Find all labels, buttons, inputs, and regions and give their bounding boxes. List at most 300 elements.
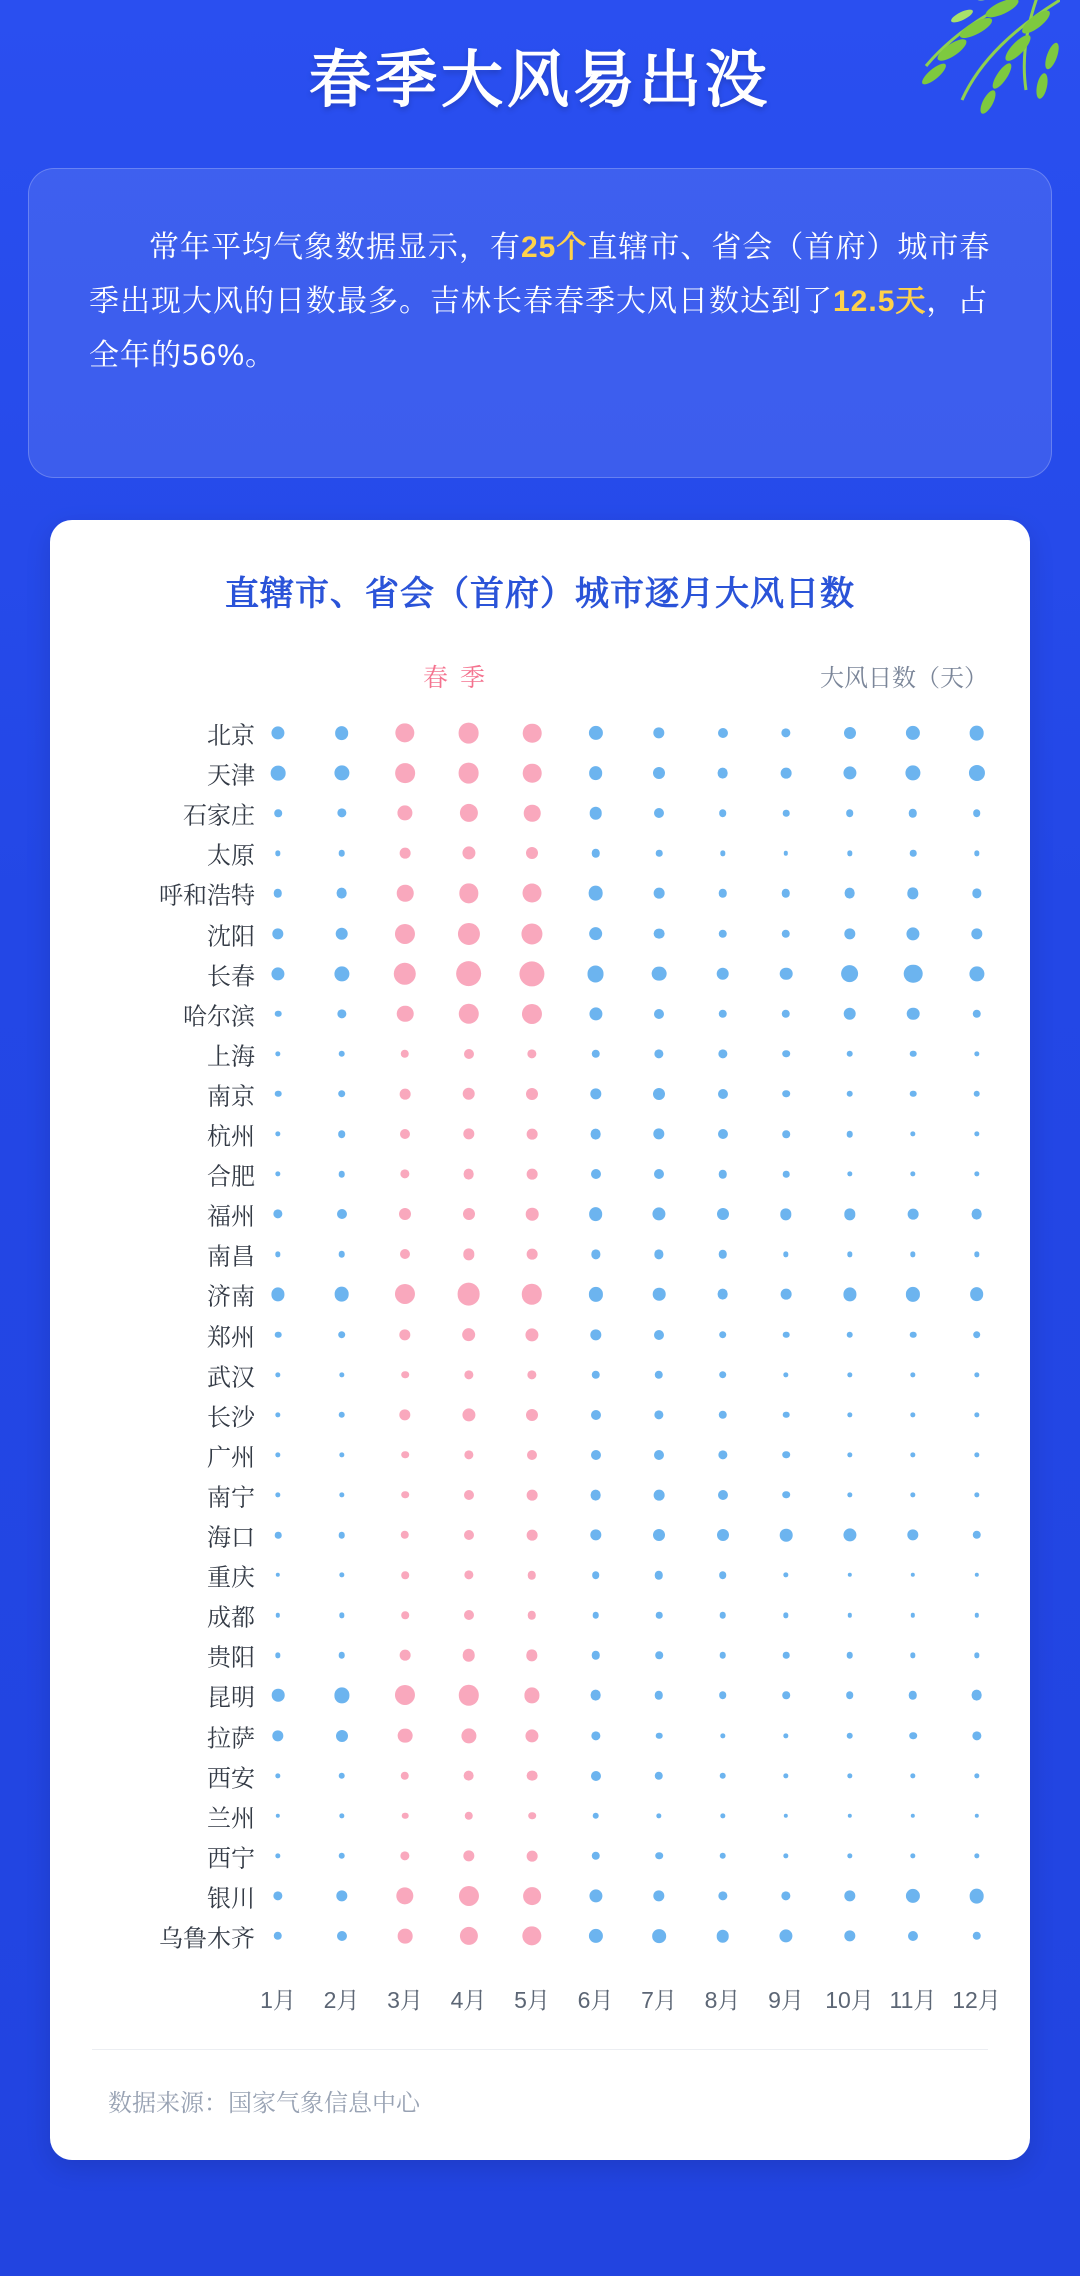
bubble-marker [527, 1530, 538, 1541]
bubble-marker [843, 1528, 856, 1541]
bubble-marker [911, 1613, 915, 1617]
row-label: 济南 [207, 1283, 255, 1311]
bubble-marker [783, 1171, 790, 1178]
bubble-marker [846, 809, 854, 817]
bubble-marker [781, 768, 792, 779]
bubble-marker [590, 1129, 601, 1140]
bubble-marker [338, 1331, 346, 1339]
bubble-marker [783, 1331, 790, 1338]
bubble-marker [527, 1770, 538, 1781]
bubble-marker [655, 1652, 663, 1660]
bubble-marker [718, 1250, 726, 1258]
bubble-marker [527, 1850, 538, 1861]
bubble-marker [590, 1771, 600, 1781]
bubble-marker [655, 1852, 663, 1860]
column-label: 10月 [825, 1987, 874, 2014]
bubble-marker [782, 1491, 790, 1499]
bubble-marker [457, 922, 479, 944]
bubble-marker [973, 809, 981, 817]
bubble-marker [339, 1492, 344, 1497]
bubble-marker [783, 1252, 788, 1257]
bubble-marker [528, 1611, 536, 1619]
bubble-marker [910, 1372, 915, 1377]
bubble-marker [718, 1410, 726, 1418]
bubble-marker [464, 1450, 473, 1459]
bubble-marker [847, 1613, 851, 1617]
bubble-marker [653, 1529, 665, 1541]
row-label: 石家庄 [183, 802, 255, 830]
bubble-marker [398, 1929, 413, 1944]
row-label: 乌鲁木齐 [159, 1925, 255, 1953]
chart-title: 直辖市、省会（首府）城市逐月大风日数 [225, 575, 855, 613]
bubble-marker [339, 1572, 344, 1577]
bubble-marker [909, 1691, 917, 1699]
bubble-marker [720, 1813, 725, 1818]
row-label: 贵阳 [207, 1644, 255, 1672]
bubble-marker [456, 961, 482, 987]
bubble-marker [527, 1450, 537, 1460]
bubble-marker [521, 923, 542, 944]
bubble-marker [526, 1650, 537, 1661]
bubble-marker [592, 1812, 599, 1819]
bubble-marker [844, 888, 855, 899]
bubble-marker [336, 1890, 347, 1901]
bubble-marker [463, 1128, 474, 1139]
bubble-marker [847, 1853, 852, 1858]
bubble-marker [783, 1733, 788, 1738]
intro-text [89, 221, 1001, 383]
bubble-marker [522, 1926, 541, 1945]
bubble-marker [653, 1128, 664, 1139]
row-label: 兰州 [207, 1805, 255, 1833]
bubble-marker [782, 1050, 790, 1058]
row-label: 武汉 [207, 1364, 255, 1392]
bubble-marker [591, 1250, 600, 1259]
row-label: 昆明 [207, 1684, 255, 1712]
bubble-marker [590, 1690, 601, 1701]
bubble-marker [336, 1931, 346, 1941]
row-label: 上海 [207, 1043, 255, 1071]
bubble-marker [974, 1613, 978, 1617]
bubble-marker [783, 1853, 788, 1858]
bubble-marker [519, 961, 544, 986]
bubble-marker [653, 1890, 664, 1901]
bubble-marker [653, 1288, 666, 1301]
bubble-marker [275, 1452, 280, 1457]
bubble-marker [338, 850, 345, 857]
column-label: 4月 [450, 1987, 487, 2014]
bubble-marker [400, 1129, 410, 1139]
bubble-marker [590, 1410, 600, 1420]
bubble-marker [970, 1288, 984, 1302]
bubble-marker [527, 1049, 536, 1058]
bubble-marker [974, 1773, 979, 1778]
bubble-marker [719, 1772, 726, 1779]
bubble-marker [779, 1929, 792, 1942]
bubble-marker [654, 1329, 664, 1339]
bubble-marker [336, 888, 347, 899]
bubble-marker [717, 1089, 727, 1099]
bubble-marker [400, 1851, 409, 1860]
bubble-marker [527, 1129, 538, 1140]
bubble-marker [592, 1612, 599, 1619]
bubble-marker [275, 1372, 280, 1377]
bubble-marker [783, 1411, 790, 1418]
bubble-marker [720, 1733, 725, 1738]
bubble-marker [276, 1573, 280, 1577]
bubble-marker [972, 889, 981, 898]
row-label: 长春 [207, 963, 255, 991]
bubble-marker [462, 1408, 475, 1421]
bubble-marker [338, 1171, 345, 1178]
bubble-marker [523, 1887, 541, 1905]
bubble-marker [524, 1688, 539, 1703]
bubble-marker [654, 1049, 663, 1058]
bubble-marker [273, 1891, 282, 1900]
bubble-marker [844, 928, 855, 939]
bubble-marker [272, 1730, 283, 1741]
bubble-marker [339, 1372, 344, 1377]
bubble-marker [339, 1452, 344, 1457]
bubble-marker [401, 1451, 409, 1459]
bubble-marker [588, 726, 602, 740]
bubble-marker [401, 1050, 409, 1058]
bubble-marker [275, 1532, 282, 1539]
bubble-marker [526, 847, 538, 859]
row-label: 太原 [207, 842, 255, 870]
bubble-marker [396, 1887, 413, 1904]
chart-card [50, 520, 1030, 2160]
bubble-marker [910, 850, 917, 857]
divider [92, 2049, 988, 2050]
bubble-marker [401, 1491, 409, 1499]
bubble-marker [782, 1451, 790, 1459]
bubble-marker [974, 1252, 979, 1257]
bubble-marker [974, 1452, 979, 1457]
bubble-marker [525, 1729, 538, 1742]
bubble-marker [910, 1331, 917, 1338]
bubble-marker [719, 809, 727, 817]
bubble-marker [589, 1007, 602, 1020]
bubble-marker [528, 1812, 536, 1820]
bubble-marker [338, 1051, 345, 1058]
bubble-marker [719, 1371, 727, 1379]
bubble-marker [971, 1690, 982, 1701]
bubble-marker [524, 805, 541, 822]
bubble-marker [783, 1372, 788, 1377]
bubble-marker [718, 1891, 727, 1900]
bubble-marker [338, 1853, 345, 1860]
bubble-marker [275, 1171, 280, 1176]
bubble-marker [591, 1050, 599, 1058]
bubble-marker [907, 1007, 920, 1020]
bubble-marker [463, 1770, 474, 1781]
row-label: 沈阳 [207, 923, 255, 950]
bubble-marker [844, 1890, 855, 1901]
bubble-marker [271, 766, 286, 781]
bubble-marker [654, 888, 665, 899]
bubble-marker [397, 806, 412, 821]
bubble-marker [781, 1289, 792, 1300]
bubble-marker [589, 1889, 602, 1902]
bubble-marker [974, 1653, 979, 1658]
bubble-marker [522, 1284, 542, 1304]
bubble-marker [910, 1653, 915, 1658]
bubble-marker [782, 1090, 790, 1098]
bubble-marker [337, 1009, 346, 1018]
bubble-marker [846, 1131, 853, 1138]
bubble-marker [462, 847, 475, 860]
row-label: 南京 [207, 1083, 255, 1111]
bubble-marker [974, 1573, 978, 1577]
bubble-marker [588, 1929, 602, 1943]
bubble-marker [274, 1932, 282, 1940]
bubble-marker [844, 1930, 855, 1941]
bubble-marker [656, 850, 663, 857]
bubble-marker [275, 1653, 280, 1658]
bubble-marker [906, 1889, 920, 1903]
bubble-marker [589, 1207, 603, 1221]
bubble-marker [846, 1331, 853, 1338]
bubble-marker [335, 927, 348, 940]
bubble-marker [969, 1889, 984, 1904]
bubble-marker [335, 726, 349, 740]
bubble-marker [719, 1853, 726, 1860]
intro-highlight-count: 25个 [521, 231, 588, 264]
bubble-marker [395, 923, 415, 943]
intro-highlight-days: 12.5天 [833, 285, 927, 318]
bubble-marker [655, 1691, 663, 1699]
bubble-marker [906, 1287, 920, 1301]
bubble-marker [782, 929, 790, 937]
bubble-marker [908, 1209, 919, 1220]
bubble-marker [401, 1611, 409, 1619]
bubble-marker [587, 965, 604, 982]
bubble-marker [334, 766, 349, 781]
bubble-marker [847, 1452, 852, 1457]
bubble-marker [846, 1692, 854, 1700]
row-label: 广州 [207, 1444, 255, 1472]
bubble-marker [271, 726, 284, 739]
bubble-marker [588, 886, 603, 901]
bubble-marker [334, 1287, 349, 1302]
bubble-marker [716, 967, 729, 980]
bubble-marker [652, 1929, 666, 1943]
bubble-marker [523, 764, 542, 783]
row-label: 合肥 [207, 1163, 255, 1191]
bubble-marker [459, 884, 478, 903]
row-label: 杭州 [207, 1123, 255, 1151]
bubble-marker [588, 1287, 602, 1301]
bubble-marker [719, 1692, 727, 1700]
bubble-marker [904, 964, 923, 983]
bubble-marker [910, 1452, 915, 1457]
bubble-marker [718, 1009, 726, 1017]
bubble-marker [653, 727, 664, 738]
bubble-marker [719, 1612, 726, 1619]
bubble-marker [910, 1773, 915, 1778]
bubble-marker [653, 1088, 665, 1100]
bubble-marker [909, 1732, 917, 1740]
bubble-marker [589, 927, 603, 941]
bubble-marker [275, 1051, 280, 1056]
bubble-marker [843, 767, 856, 780]
bubble-marker [399, 1208, 411, 1220]
bubble-marker [591, 1731, 600, 1740]
bubble-marker [654, 1450, 664, 1460]
bubble-marker [590, 1490, 601, 1501]
bubble-marker [974, 1813, 978, 1817]
bubble-marker [972, 1932, 980, 1940]
bubble-marker [656, 1612, 663, 1619]
bubble-marker [906, 726, 920, 740]
bubble-marker [523, 724, 542, 743]
bubble-marker [974, 1171, 979, 1176]
bubble-marker [910, 1412, 915, 1417]
bubble-marker [589, 766, 603, 780]
bubble-marker [271, 1288, 284, 1301]
bubble-marker [463, 1610, 473, 1620]
bubble-marker [338, 1130, 346, 1138]
bubble-marker [717, 1490, 727, 1500]
bubble-marker [458, 723, 479, 744]
bubble-marker [275, 1773, 280, 1778]
bubble-marker [463, 1490, 473, 1500]
bubble-marker [273, 1210, 282, 1219]
bubble-marker [784, 851, 788, 855]
column-label: 8月 [704, 1987, 741, 2014]
bubble-marker [399, 1409, 410, 1420]
bubble-marker [527, 1490, 538, 1501]
column-label: 12月 [952, 1987, 1001, 2014]
bubble-marker [592, 1571, 600, 1579]
bubble-marker [523, 884, 542, 903]
bubble-marker [275, 1252, 280, 1257]
bubble-marker [847, 1492, 852, 1497]
bubble-marker [846, 1051, 853, 1058]
bubble-marker [591, 849, 599, 857]
bubble-matrix-plot [50, 705, 1030, 2035]
bubble-marker [527, 1370, 536, 1379]
bubble-marker [847, 1372, 852, 1377]
bubble-marker [459, 804, 477, 822]
bubble-marker [719, 1571, 727, 1579]
bubble-marker [399, 1329, 410, 1340]
bubble-marker [843, 1007, 856, 1020]
bubble-marker [528, 1571, 536, 1579]
bubble-marker [275, 1853, 280, 1858]
bubble-marker [339, 1613, 344, 1618]
bubble-marker [334, 1688, 349, 1703]
bubble-marker [275, 1091, 282, 1098]
bubble-marker [974, 1412, 979, 1417]
bubble-marker [463, 1850, 474, 1861]
bubble-marker [464, 1570, 473, 1579]
column-label: 7月 [641, 1987, 677, 2014]
bubble-marker [843, 1288, 856, 1301]
column-label: 9月 [768, 1987, 804, 2014]
bubble-marker [844, 727, 856, 739]
bubble-marker [783, 810, 790, 817]
source-note: 数据来源：国家气象信息中心 [108, 2090, 420, 2117]
bubble-marker [974, 1372, 979, 1377]
bubble-marker [780, 1209, 791, 1220]
bubble-marker [780, 1529, 793, 1542]
bubble-marker [847, 1813, 851, 1817]
bubble-marker [458, 763, 479, 784]
bubble-marker [334, 966, 349, 981]
bubble-marker [782, 1692, 790, 1700]
bubble-marker [974, 1131, 979, 1136]
bubble-marker [910, 1171, 915, 1176]
bubble-marker [464, 1370, 473, 1379]
bubble-marker [847, 1252, 852, 1257]
bubble-marker [718, 929, 726, 937]
bubble-marker [275, 1331, 282, 1338]
bubble-marker [783, 1652, 790, 1659]
bubble-marker [338, 1532, 345, 1539]
bubble-marker [720, 851, 725, 856]
bubble-marker [522, 1004, 542, 1024]
bubble-marker [782, 1130, 790, 1138]
bubble-marker [458, 1886, 478, 1906]
bubble-marker [275, 1412, 280, 1417]
bubble-marker [336, 1209, 346, 1219]
bubble-marker [459, 1927, 477, 1945]
row-label: 西安 [207, 1765, 255, 1793]
bubble-marker [590, 1088, 601, 1099]
intro-card [28, 168, 1052, 478]
bubble-marker [652, 1208, 665, 1221]
bubble-marker [781, 728, 790, 737]
bubble-marker [591, 1370, 599, 1378]
bubble-marker [654, 1009, 664, 1019]
bubble-marker [591, 1651, 599, 1659]
bubble-marker [847, 1171, 852, 1176]
bubble-marker [654, 808, 664, 818]
bubble-marker [718, 889, 726, 897]
bubble-marker [275, 1131, 280, 1136]
bubble-marker [336, 1730, 348, 1742]
bubble-marker [969, 966, 984, 981]
bubble-marker [590, 1329, 601, 1340]
bubble-marker [653, 767, 665, 779]
header [0, 0, 1080, 150]
bubble-marker [276, 1813, 280, 1817]
bubble-marker [402, 1812, 409, 1819]
bubble-marker [271, 967, 284, 980]
bubble-marker [526, 1409, 538, 1421]
bubble-marker [911, 1573, 915, 1577]
bubble-marker [656, 1732, 663, 1739]
bubble-marker [526, 1208, 539, 1221]
bubble-marker [655, 1370, 663, 1378]
column-label: 1月 [260, 1987, 296, 2014]
bubble-marker [590, 1450, 600, 1460]
row-label: 天津 [207, 762, 255, 790]
bubble-marker [395, 1685, 415, 1705]
bubble-marker [401, 1531, 409, 1539]
bubble-marker [910, 1853, 915, 1858]
bubble-marker [782, 889, 790, 897]
bubble-marker [717, 768, 728, 779]
bubble-marker [910, 1051, 917, 1058]
bubble-marker [910, 1492, 915, 1497]
row-label: 福州 [207, 1203, 255, 1231]
bubble-marker [906, 927, 919, 940]
bubble-marker [462, 1088, 475, 1101]
bubble-marker [846, 1652, 853, 1659]
